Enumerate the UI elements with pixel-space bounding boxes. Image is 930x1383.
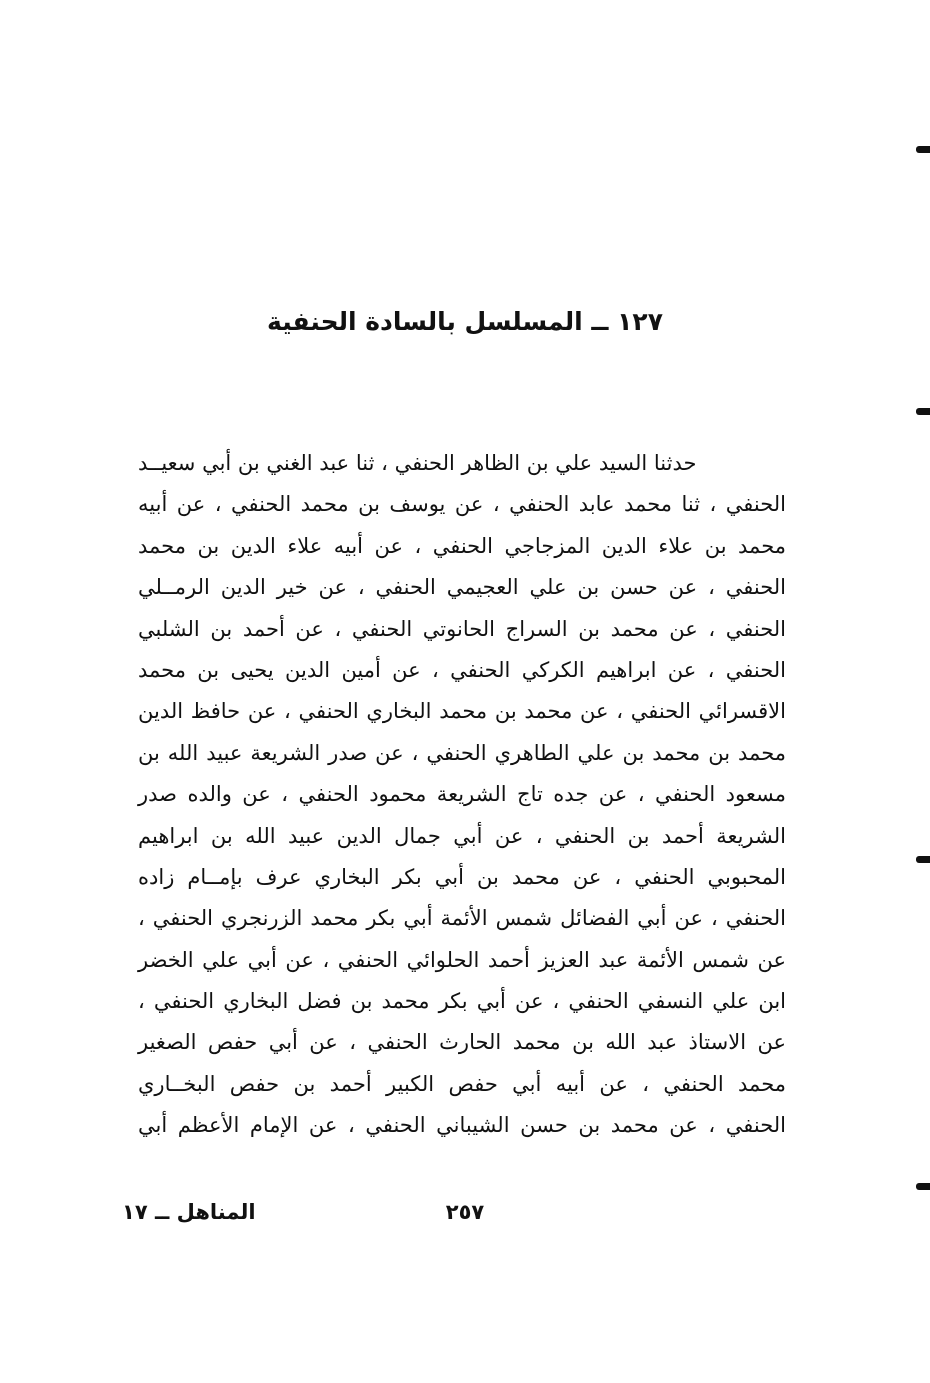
text-line: الحنفي ، عن محمد بن السراج الحانوتي الحنفي ، عن أحمد بن الشلبي <box>138 616 786 641</box>
page-footer <box>0 1192 930 1232</box>
text-line: الشريعة أحمد بن الحنفي ، عن أبي جمال الدين عبيد الله بن ابراهيم <box>138 823 786 848</box>
text-line: الحنفي ، عن ابراهيم الكركي الحنفي ، عن أمين الدين يحيى بن محمد <box>138 657 786 682</box>
text-line: حدثنا السيد علي بن الظاهر الحنفي ، ثنا عبد الغني بن أبي سعيــد <box>138 451 697 475</box>
scan-edge-mark <box>916 146 930 153</box>
scan-edge-mark <box>916 408 930 415</box>
scan-edge-mark <box>916 1183 930 1190</box>
text-line: ابن علي النسفي الحنفي ، عن أبي بكر محمد بن فضل البخاري الحنفي ، <box>138 989 786 1014</box>
signature-mark: المناهل ــ ١٧ <box>122 1200 256 1224</box>
text-line: عن شمس الأئمة عبد العزيز أحمد الحلوائي الحنفي ، عن أبي علي الخضر <box>138 947 786 972</box>
text-line: محمد بن علاء الدين المزجاجي الحنفي ، عن أبيه علاء الدين بن محمد <box>138 533 786 558</box>
section-title: ١٢٧ ــ المسلسل بالسادة الحنفية <box>267 307 663 336</box>
text-line: الاقسرائي الحنفي ، عن محمد بن محمد البخاري الحنفي ، عن حافظ الدين <box>138 699 786 724</box>
text-line: محمد الحنفي ، عن أبيه أبي حفص الكبير أحمد بن حفص البخــاري <box>138 1071 786 1096</box>
text-line: المحبوبي الحنفي ، عن محمد بن أبي بكر البخاري عرف بإمــام زاده <box>138 864 786 889</box>
text-line: عن الاستاذ عبد الله بن محمد الحارث الحنفي ، عن أبي حفص الصغير <box>138 1030 786 1055</box>
page-number: ٢٥٧ <box>445 1200 485 1224</box>
text-line: الحنفي ، ثنا محمد عابد الحنفي ، عن يوسف بن محمد الحنفي ، عن أبيه <box>138 492 786 517</box>
text-line: الحنفي ، عن أبي الفضائل شمس الأئمة أبي بكر محمد الزرنجري الحنفي ، <box>138 906 786 931</box>
text-line: الحنفي ، عن حسن بن علي العجيمي الحنفي ، عن خير الدين الرمــلي <box>138 575 786 600</box>
text-line: مسعود الحنفي ، عن جده تاج الشريعة محمود الحنفي ، عن والده صدر <box>138 782 786 807</box>
body-text <box>138 443 786 1147</box>
text-line: محمد بن محمد بن علي الطاهري الحنفي ، عن صدر الشريعة عبيد الله بن <box>138 740 786 765</box>
text-line: الحنفي ، عن محمد بن حسن الشيباني الحنفي ، عن الإمام الأعظم أبي <box>138 1113 786 1138</box>
scan-edge-mark <box>916 856 930 863</box>
